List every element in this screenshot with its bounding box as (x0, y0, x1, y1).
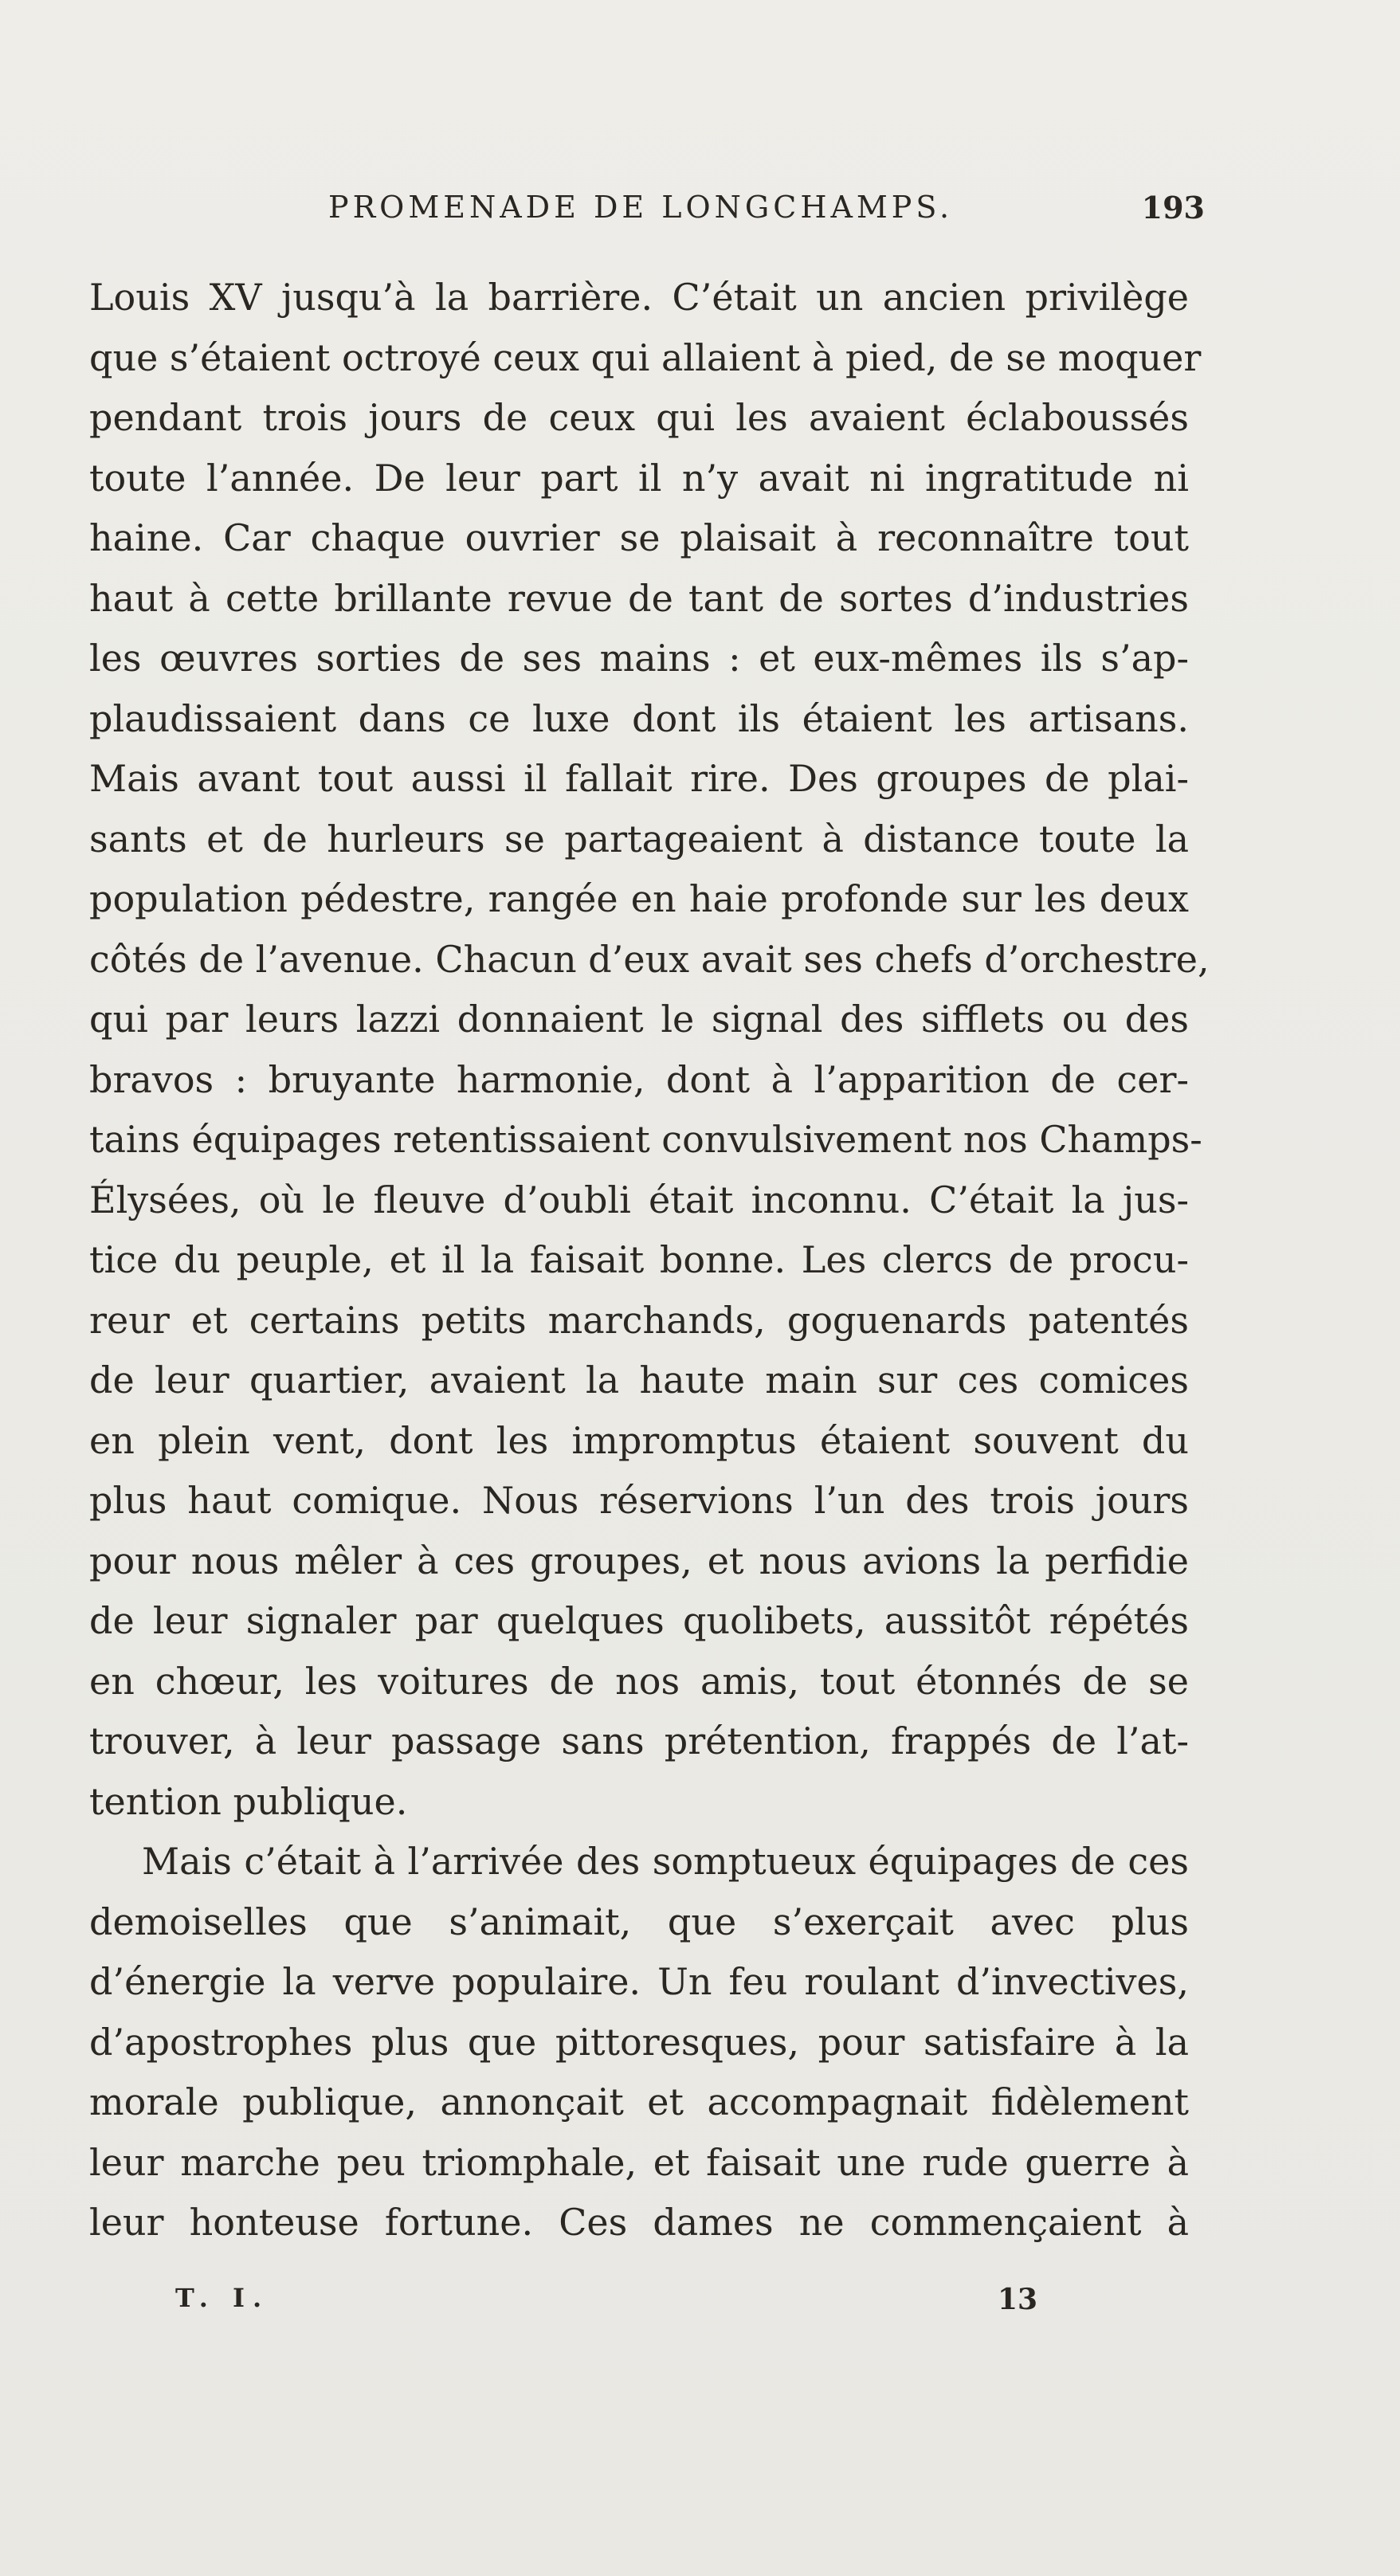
text-line: de leur signaler par quelques quolibets, aussitôt répétés (89, 1599, 1189, 1642)
text-line: les œuvres sorties de ses mains : et eux-mêmes ils s’ap- (89, 637, 1189, 680)
text-line: sants et de hurleurs se partageaient à distance toute la (89, 817, 1189, 861)
text-line: toute l’année. De leur part il n’y avait ni ingratitude ni (89, 456, 1189, 500)
text-line: bravos : bruyante harmonie, dont à l’apparition de cer- (89, 1057, 1189, 1101)
page-number: 193 (1141, 190, 1205, 225)
text-line: haine. Car chaque ouvrier se plaisait à reconnaître tout (89, 516, 1189, 559)
text-line: tains équipages retentissaient convulsivement nos Champs- (89, 1118, 1202, 1161)
running-head (89, 190, 1205, 237)
text-line: trouver, à leur passage sans prétention, frappés de l’at- (89, 1719, 1189, 1762)
text-line: haut à cette brillante revue de tant de sortes d’industries (89, 576, 1189, 620)
page-footer (89, 2283, 1205, 2331)
text-line: morale publique, annonçait et accompagnait fidèlement (89, 2080, 1189, 2123)
text-line: population pédestre, rangée en haie profonde sur les deux (89, 877, 1189, 920)
text-line: Mais avant tout aussi il fallait rire. Des groupes de plai- (89, 757, 1189, 800)
text-line: tice du peuple, et il la faisait bonne. Les clercs de procu- (89, 1238, 1189, 1281)
running-title: PROMENADE DE LONGCHAMPS. (328, 190, 954, 225)
paragraph-start-line: Mais c’était à l’arrivée des somptueux équipages de ces (142, 1840, 1189, 1883)
text-line: plaudissaient dans ce luxe dont ils étaient les artisans. (89, 696, 1189, 740)
text-line: qui par leurs lazzi donnaient le signal des sifflets ou des (89, 998, 1189, 1041)
text-line: pour nous mêler à ces groupes, et nous avions la perfidie (89, 1539, 1189, 1582)
text-line: demoiselles que s’animait, que s’exerçait avec plus (89, 1900, 1189, 1943)
body-text (89, 268, 1210, 2253)
text-line: de leur quartier, avaient la haute main sur ces comices (89, 1359, 1189, 1402)
text-line: reur et certains petits marchands, goguenards patentés (89, 1298, 1189, 1342)
signature-number: 13 (998, 2283, 1038, 2316)
text-line: leur marche peu triomphale, et faisait une rude guerre à (89, 2140, 1189, 2184)
volume-signature: T. I. (175, 2283, 270, 2313)
paragraph-end-line: tention publique. (89, 1779, 408, 1823)
text-line: en chœur, les voitures de nos amis, tout étonnés de se (89, 1659, 1189, 1703)
text-line: en plein vent, dont les impromptus étaient souvent du (89, 1418, 1189, 1462)
text-line: d’énergie la verve populaire. Un feu roulant d’invectives, (89, 1960, 1189, 2003)
text-line: d’apostrophes plus que pittoresques, pour satisfaire à la (89, 2020, 1189, 2064)
text-line: Élysées, où le fleuve d’oubli était inconnu. C’était la jus- (89, 1178, 1189, 1221)
text-line: plus haut comique. Nous réservions l’un des trois jours (89, 1479, 1189, 1522)
text-line: que s’étaient octroyé ceux qui allaient à pied, de se moquer (89, 335, 1202, 379)
text-line: côtés de l’avenue. Chacun d’eux avait ses chefs d’orchestre, (89, 937, 1210, 981)
text-line: leur honteuse fortune. Ces dames ne commençaient à (89, 2201, 1189, 2244)
text-line: Louis XV jusqu’à la barrière. C’était un ancien privilège (89, 276, 1189, 319)
text-line: pendant trois jours de ceux qui les avaient éclaboussés (89, 396, 1189, 439)
